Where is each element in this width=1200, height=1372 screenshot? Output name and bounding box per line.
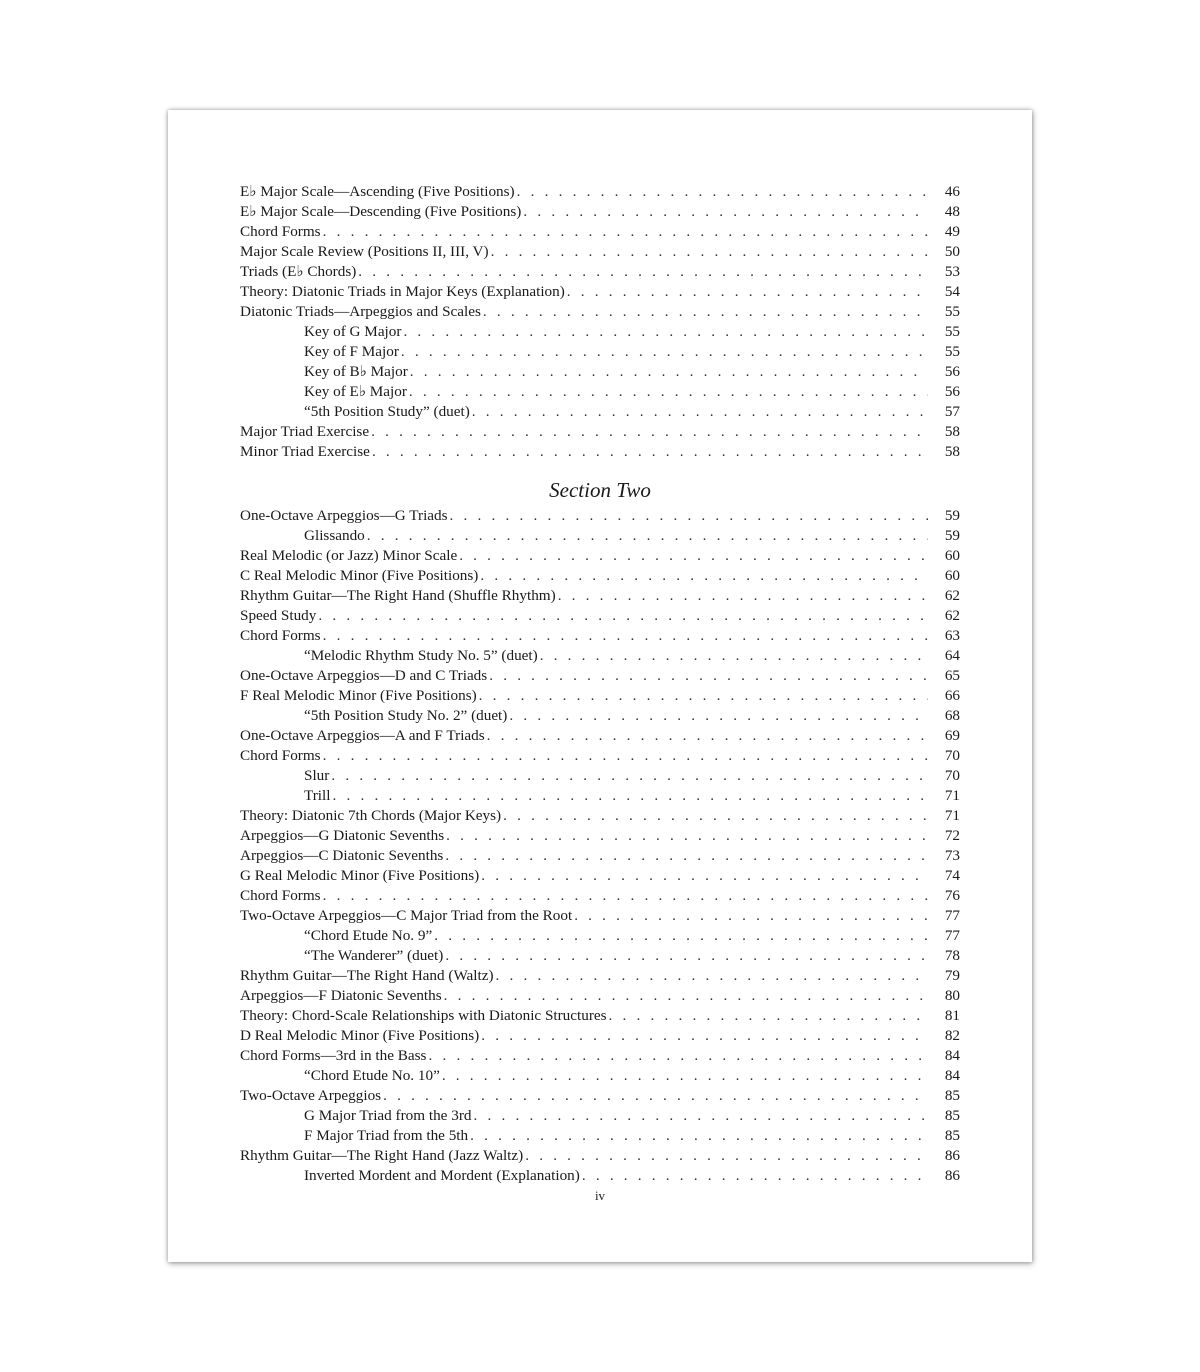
dot-leader <box>428 1046 928 1066</box>
toc-entry <box>240 282 960 302</box>
dot-leader <box>459 546 928 566</box>
toc-entry <box>240 1086 960 1106</box>
toc-entry-page: 46 <box>944 183 960 200</box>
toc-entry-page: 56 <box>944 383 960 400</box>
toc-entry-page: 64 <box>944 647 960 664</box>
toc-entry-title: F Major Triad from the 5th <box>304 1127 469 1144</box>
toc-entry-page: 81 <box>944 1007 960 1024</box>
dot-leader <box>318 606 928 626</box>
dot-leader <box>567 282 928 302</box>
toc-entry-title: Arpeggios—F Diatonic Sevenths <box>240 987 442 1004</box>
toc-entry-title: Major Triad Exercise <box>240 423 370 440</box>
toc-entry-page: 57 <box>944 403 960 420</box>
toc-entry-page: 73 <box>944 847 960 864</box>
toc-entry-page: 68 <box>944 707 960 724</box>
dot-leader <box>523 202 928 222</box>
toc-entry-title: Rhythm Guitar—The Right Hand (Waltz) <box>240 967 494 984</box>
toc-entry-title: Chord Forms <box>240 747 321 764</box>
toc-entry <box>240 222 960 242</box>
toc-entry <box>240 546 960 566</box>
toc-entry-page: 86 <box>944 1167 960 1184</box>
toc-entry <box>240 906 960 926</box>
toc-entry <box>240 666 960 686</box>
dot-leader <box>434 926 928 946</box>
toc-entry-page: 77 <box>944 907 960 924</box>
toc-entry <box>240 806 960 826</box>
toc-entry-page: 71 <box>944 807 960 824</box>
dot-leader <box>540 646 928 666</box>
toc-entry-title: Minor Triad Exercise <box>240 443 370 460</box>
dot-leader <box>444 986 928 1006</box>
toc-entry <box>240 926 960 946</box>
toc-entry-title: “Chord Etude No. 9” <box>304 927 433 944</box>
dot-leader <box>558 586 928 606</box>
toc-entry <box>240 442 960 462</box>
toc-entry <box>240 826 960 846</box>
toc-entry-page: 74 <box>944 867 960 884</box>
toc-entry-page: 80 <box>944 987 960 1004</box>
toc-entry-title: Arpeggios—C Diatonic Sevenths <box>240 847 444 864</box>
toc-entry <box>240 422 960 442</box>
dot-leader <box>489 666 928 686</box>
toc-entry-page: 56 <box>944 363 960 380</box>
toc-entry <box>240 402 960 422</box>
toc-entry-title: “5th Position Study” (duet) <box>304 403 470 420</box>
toc-entry-title: Theory: Diatonic 7th Chords (Major Keys) <box>240 807 502 824</box>
toc-entry-title: D Real Melodic Minor (Five Positions) <box>240 1027 480 1044</box>
dot-leader <box>323 222 928 242</box>
dot-leader <box>491 242 928 262</box>
toc-entry-page: 76 <box>944 887 960 904</box>
dot-leader <box>481 866 928 886</box>
dot-leader <box>323 886 928 906</box>
dot-leader <box>487 726 928 746</box>
document-page <box>168 110 1032 1262</box>
toc-entry-page: 60 <box>944 547 960 564</box>
toc-entry-page: 69 <box>944 727 960 744</box>
toc-entry-title: One-Octave Arpeggios—A and F Triads <box>240 727 485 744</box>
dot-leader <box>383 1086 928 1106</box>
toc-entry <box>240 1046 960 1066</box>
toc-entry-page: 63 <box>944 627 960 644</box>
toc-entry <box>240 726 960 746</box>
toc-entry-title: Trill <box>304 787 331 804</box>
toc-entry-page: 53 <box>944 263 960 280</box>
toc-entry <box>240 866 960 886</box>
page-folio: iv <box>594 1188 606 1203</box>
toc-entry-page: 85 <box>944 1087 960 1104</box>
toc-entry <box>240 526 960 546</box>
toc-entry-page: 82 <box>944 1027 960 1044</box>
dot-leader <box>479 686 928 706</box>
toc-entry-page: 70 <box>944 747 960 764</box>
dot-leader <box>401 342 928 362</box>
dot-leader <box>410 362 928 382</box>
dot-leader <box>473 1106 928 1126</box>
toc-entry <box>240 1006 960 1026</box>
section-two-list <box>240 506 960 1186</box>
toc-entry <box>240 322 960 342</box>
dot-leader <box>323 746 928 766</box>
toc-entry-title: Chord Forms <box>240 887 321 904</box>
toc-entry-page: 65 <box>944 667 960 684</box>
toc-entry-page: 50 <box>944 243 960 260</box>
dot-leader <box>509 706 928 726</box>
toc-entry-title: Inverted Mordent and Mordent (Explanation) <box>304 1167 580 1184</box>
toc-entry-title: Speed Study <box>240 607 317 624</box>
toc-entry-title: Arpeggios—G Diatonic Sevenths <box>240 827 445 844</box>
toc-entry <box>240 1106 960 1126</box>
dot-leader <box>470 1126 928 1146</box>
toc-entry-title: Diatonic Triads—Arpeggios and Scales <box>240 303 481 320</box>
toc-entry-page: 72 <box>944 827 960 844</box>
dot-leader <box>472 402 928 422</box>
toc-entry-title: “Chord Etude No. 10” <box>304 1067 440 1084</box>
dot-leader <box>331 766 928 786</box>
toc-entry-title: Key of F Major <box>304 343 399 360</box>
toc-entry <box>240 746 960 766</box>
dot-leader <box>409 382 928 402</box>
toc-entry-title: Real Melodic (or Jazz) Minor Scale <box>240 547 458 564</box>
toc-entry <box>240 242 960 262</box>
dot-leader <box>323 626 928 646</box>
toc-entry <box>240 966 960 986</box>
toc-entry-title: Key of G Major <box>304 323 402 340</box>
dot-leader <box>445 846 928 866</box>
toc-entry-page: 86 <box>944 1147 960 1164</box>
toc-entry <box>240 766 960 786</box>
dot-leader <box>574 906 928 926</box>
toc-entry <box>240 1026 960 1046</box>
toc-entry <box>240 706 960 726</box>
toc-entry-title: Chord Forms <box>240 627 321 644</box>
dot-leader <box>332 786 928 806</box>
toc-entry <box>240 1126 960 1146</box>
section-two-heading: Section Two <box>549 478 651 502</box>
toc-entry-title: Theory: Diatonic Triads in Major Keys (Explanation) <box>240 283 565 300</box>
toc-entry <box>240 382 960 402</box>
toc-entry <box>240 202 960 222</box>
toc-entry-title: Rhythm Guitar—The Right Hand (Shuffle Rhythm) <box>240 587 556 604</box>
toc-entry-title: Slur <box>304 767 330 784</box>
dot-leader <box>445 946 928 966</box>
dot-leader <box>496 966 928 986</box>
toc-entry-title: Triads (E♭ Chords) <box>240 263 357 280</box>
dot-leader <box>403 322 928 342</box>
toc-entry-page: 62 <box>944 607 960 624</box>
toc-entry-page: 49 <box>944 223 960 240</box>
dot-leader <box>446 826 928 846</box>
toc-entry-title: Key of B♭ Major <box>304 363 408 380</box>
toc-entry-title: Rhythm Guitar—The Right Hand (Jazz Waltz) <box>240 1147 524 1164</box>
toc-entry-title: E♭ Major Scale—Ascending (Five Positions) <box>240 183 515 200</box>
toc-entry-page: 71 <box>944 787 960 804</box>
toc-entry-title: One-Octave Arpeggios—D and C Triads <box>240 667 488 684</box>
toc-entry-title: “Melodic Rhythm Study No. 5” (duet) <box>304 647 538 664</box>
toc-entry-page: 48 <box>944 203 960 220</box>
toc-entry <box>240 946 960 966</box>
toc-entry-title: Theory: Chord-Scale Relationships with Diatonic Structures <box>240 1007 607 1024</box>
toc-entry <box>240 302 960 322</box>
toc-entry-page: 62 <box>944 587 960 604</box>
toc-entry-page: 55 <box>944 323 960 340</box>
toc-entry-page: 55 <box>944 343 960 360</box>
dot-leader <box>517 182 928 202</box>
dot-leader <box>525 1146 928 1166</box>
toc-entry-title: “5th Position Study No. 2” (duet) <box>304 707 508 724</box>
toc-entry-title: Major Scale Review (Positions II, III, V) <box>240 243 489 260</box>
toc-entry <box>240 566 960 586</box>
toc-entry-page: 60 <box>944 567 960 584</box>
dot-leader <box>503 806 928 826</box>
dot-leader <box>372 442 928 462</box>
toc-entry <box>240 686 960 706</box>
toc-entry <box>240 362 960 382</box>
dot-leader <box>450 506 928 526</box>
toc-entry <box>240 786 960 806</box>
toc-entry-page: 55 <box>944 303 960 320</box>
toc-entry-title: G Major Triad from the 3rd <box>304 1107 472 1124</box>
toc-entry <box>240 506 960 526</box>
toc-entry-title: Chord Forms—3rd in the Bass <box>240 1047 427 1064</box>
toc-entry-title: F Real Melodic Minor (Five Positions) <box>240 687 477 704</box>
toc-entry-title: C Real Melodic Minor (Five Positions) <box>240 567 479 584</box>
dot-leader <box>442 1066 928 1086</box>
toc-entry-title: E♭ Major Scale—Descending (Five Positions) <box>240 203 522 220</box>
toc-entry <box>240 626 960 646</box>
dot-leader <box>609 1006 928 1026</box>
toc-entry-page: 59 <box>944 527 960 544</box>
toc-entry-page: 59 <box>944 507 960 524</box>
toc-entry <box>240 342 960 362</box>
dot-leader <box>483 302 928 322</box>
toc-entry <box>240 1166 960 1186</box>
dot-leader <box>480 566 928 586</box>
toc-entry-title: One-Octave Arpeggios—G Triads <box>240 507 448 524</box>
toc-entry-title: Glissando <box>304 527 365 544</box>
toc-entry-page: 79 <box>944 967 960 984</box>
toc-entry-page: 66 <box>944 687 960 704</box>
toc-entry-page: 85 <box>944 1127 960 1144</box>
toc-entry-title: “The Wanderer” (duet) <box>304 947 444 964</box>
toc-entry-page: 54 <box>944 283 960 300</box>
dot-leader <box>358 262 928 282</box>
toc-entry <box>240 606 960 626</box>
toc-entry <box>240 586 960 606</box>
toc-entry-page: 58 <box>944 443 960 460</box>
section-one-list <box>240 182 960 462</box>
toc-entry <box>240 646 960 666</box>
toc-entry-page: 77 <box>944 927 960 944</box>
toc-entry-title: G Real Melodic Minor (Five Positions) <box>240 867 480 884</box>
toc-entry-page: 85 <box>944 1107 960 1124</box>
dot-leader <box>371 422 928 442</box>
toc-entry-page: 84 <box>944 1067 960 1084</box>
toc-entry-page: 78 <box>944 947 960 964</box>
toc-entry-page: 70 <box>944 767 960 784</box>
dot-leader <box>367 526 928 546</box>
dot-leader <box>481 1026 928 1046</box>
toc-entry-page: 58 <box>944 423 960 440</box>
toc-entry-page: 84 <box>944 1047 960 1064</box>
toc-entry-title: Two-Octave Arpeggios—C Major Triad from the Root <box>240 907 573 924</box>
dot-leader <box>582 1166 928 1186</box>
toc-entry <box>240 182 960 202</box>
toc-entry <box>240 886 960 906</box>
toc-entry <box>240 1146 960 1166</box>
toc-entry <box>240 262 960 282</box>
toc-entry-title: Two-Octave Arpeggios <box>240 1087 382 1104</box>
toc-entry <box>240 1066 960 1086</box>
toc-entry <box>240 986 960 1006</box>
toc-entry <box>240 846 960 866</box>
toc-entry-title: Key of E♭ Major <box>304 383 407 400</box>
toc-entry-title: Chord Forms <box>240 223 321 240</box>
table-of-contents <box>240 182 960 1186</box>
